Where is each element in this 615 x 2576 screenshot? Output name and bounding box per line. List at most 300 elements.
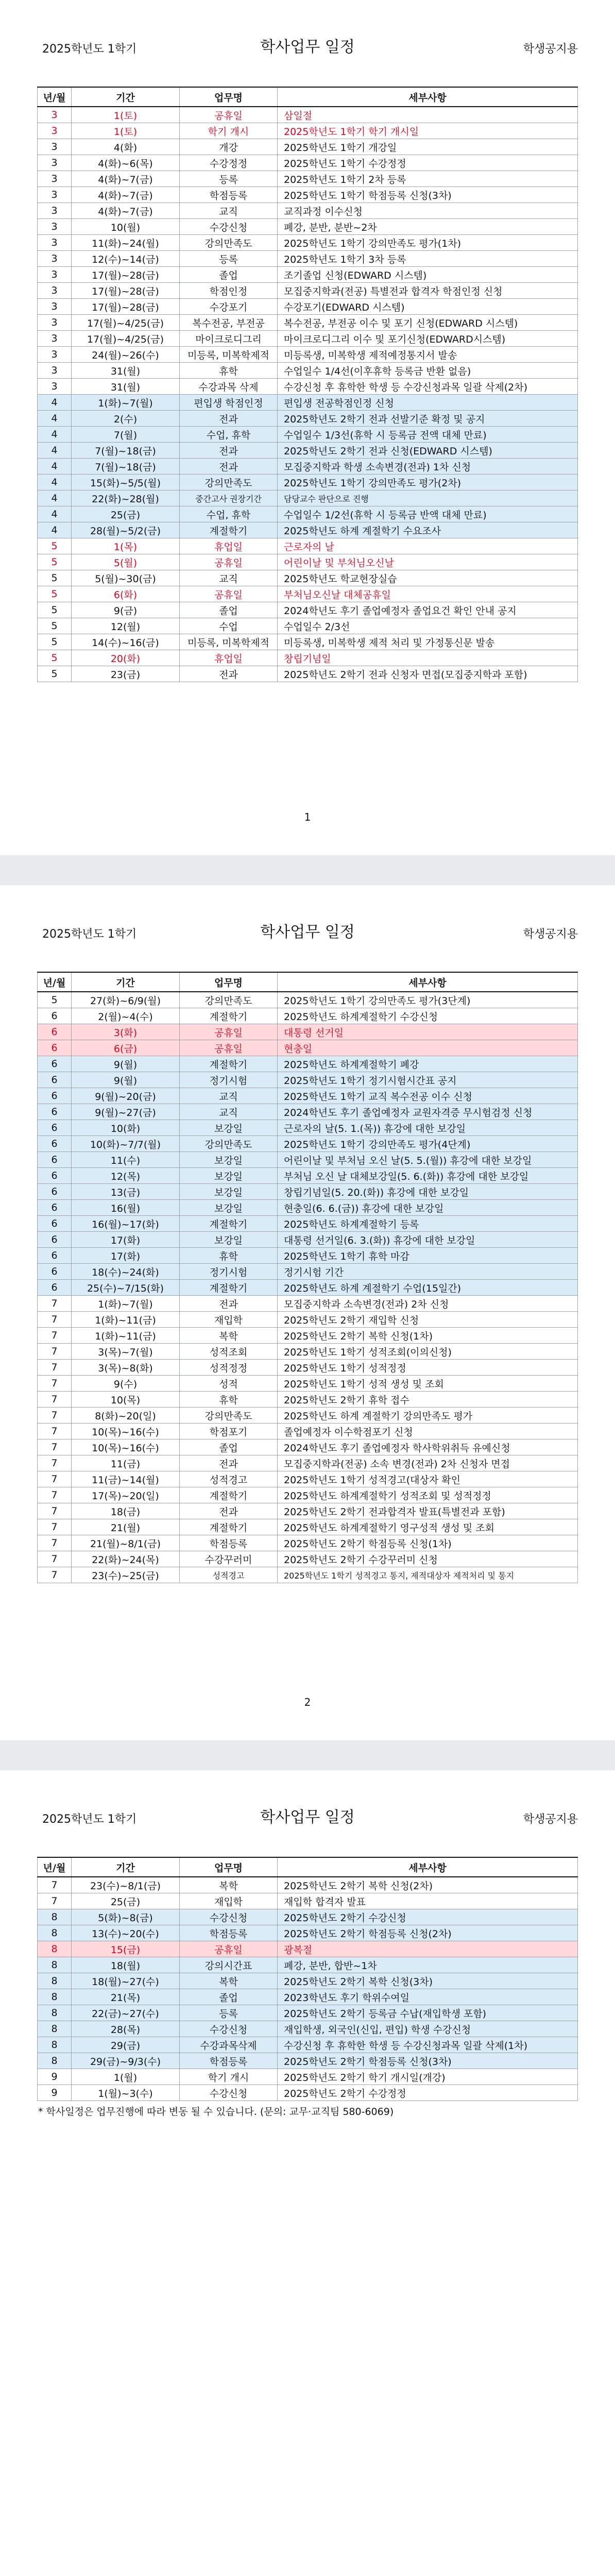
table-row	[38, 299, 578, 315]
table-row	[38, 1264, 578, 1280]
task-cell: 휴학	[180, 363, 278, 379]
detail-cell: 2025학년도 1학기 강의만족도 평가(1차)	[278, 235, 578, 251]
detail-cell: 2025학년도 학교현장실습	[278, 570, 578, 586]
semester-label: 2025학년도 1학기	[42, 43, 137, 56]
period-cell: 10(월)	[72, 219, 180, 235]
task-cell: 공휴일	[180, 1941, 278, 1957]
period-cell: 11(금)	[72, 1455, 180, 1471]
period-cell: 6(화)	[72, 586, 180, 602]
detail-cell: 수업일수 2/3선	[278, 618, 578, 634]
task-cell: 계절학기	[180, 1280, 278, 1296]
task-cell: 미등록, 미복학제적	[180, 347, 278, 363]
table-row	[38, 1184, 578, 1200]
task-cell: 교직	[180, 1088, 278, 1104]
task-cell: 보강일	[180, 1152, 278, 1168]
month-cell: 7	[38, 1312, 72, 1328]
table-row	[38, 1088, 578, 1104]
month-cell: 6	[38, 1248, 72, 1264]
month-cell: 5	[38, 570, 72, 586]
table-row	[38, 1519, 578, 1535]
period-cell: 9(금)	[72, 602, 180, 618]
month-cell: 3	[38, 107, 72, 123]
task-cell: 계절학기	[180, 1487, 278, 1503]
period-cell: 3(목)~8(화)	[72, 1360, 180, 1376]
period-cell: 22(금)~27(수)	[72, 2005, 180, 2021]
detail-cell: 2025학년도 1학기 정기시험시간표 공지	[278, 1072, 578, 1088]
period-cell: 23(수)~25(금)	[72, 1567, 180, 1583]
period-cell: 17(화)	[72, 1232, 180, 1248]
task-cell: 수업, 휴학	[180, 506, 278, 522]
table-row	[38, 650, 578, 666]
detail-cell: 2025학년도 1학기 성적경고(대상자 확인	[278, 1471, 578, 1487]
month-cell: 3	[38, 267, 72, 283]
detail-cell: 2025학년도 2학기 등록금 수납(재입학생 포함)	[278, 2005, 578, 2021]
detail-cell: 2025학년도 1학기 강의만족도 평가(2차)	[278, 474, 578, 490]
detail-cell: 모집중지학과(전공) 소속 변경(전과) 2차 신청자 면접	[278, 1455, 578, 1471]
task-cell: 졸업	[180, 1989, 278, 2005]
month-cell: 3	[38, 283, 72, 299]
detail-cell: 대통령 선거일	[278, 1024, 578, 1040]
detail-cell: 2025학년도 2학기 재입학 신청	[278, 1312, 578, 1328]
detail-cell: 미등록생, 미복학생 제적예정통지서 발송	[278, 347, 578, 363]
month-cell: 7	[38, 1455, 72, 1471]
period-cell: 1(월)~3(수)	[72, 2085, 180, 2101]
detail-cell: 폐강, 분반, 합반~1차	[278, 1957, 578, 1973]
detail-cell: 모집중지학과 소속변경(전과) 2차 신청	[278, 1296, 578, 1312]
period-cell: 1(화)~7(월)	[72, 1296, 180, 1312]
task-cell: 성적정정	[180, 1360, 278, 1376]
task-cell: 전과	[180, 411, 278, 427]
table-row	[38, 2005, 578, 2021]
period-cell: 4(화)~7(금)	[72, 203, 180, 219]
period-cell: 9(월)~20(금)	[72, 1088, 180, 1104]
table-row	[38, 379, 578, 395]
detail-cell: 2025학년도 2학기 전과 신청자 면접(모집중지학과 포함)	[278, 666, 578, 682]
task-cell: 강의만족도	[180, 235, 278, 251]
month-cell: 4	[38, 506, 72, 522]
task-cell: 공휴일	[180, 586, 278, 602]
period-cell: 25(수)~7/15(화)	[72, 1280, 180, 1296]
detail-cell: 2025학년도 1학기 개강일	[278, 139, 578, 155]
department-label: 학생공지용	[523, 1813, 578, 1826]
table-row	[38, 2037, 578, 2053]
period-cell: 14(수)~16(금)	[72, 634, 180, 650]
month-cell: 3	[38, 347, 72, 363]
month-cell: 5	[38, 618, 72, 634]
document-page	[0, 1770, 615, 2576]
page-title: 학사업무 일정	[260, 1808, 355, 1826]
detail-cell: 2025학년도 2학기 전과 선발기준 확정 및 공지	[278, 411, 578, 427]
month-cell: 3	[38, 187, 72, 203]
task-cell: 등록	[180, 251, 278, 267]
task-cell: 공휴일	[180, 1040, 278, 1056]
month-cell: 7	[38, 1471, 72, 1487]
table-row	[38, 251, 578, 267]
detail-cell: 교직과정 이수신청	[278, 203, 578, 219]
period-cell: 1(토)	[72, 123, 180, 139]
period-cell: 7(월)	[72, 427, 180, 443]
page-header	[37, 1797, 578, 1825]
period-cell: 17(화)	[72, 1248, 180, 1264]
month-cell: 9	[38, 2085, 72, 2101]
semester-label: 2025학년도 1학기	[42, 928, 137, 941]
task-cell: 재입학	[180, 1312, 278, 1328]
column-header: 세부사항	[278, 1857, 578, 1877]
task-cell: 교직	[180, 203, 278, 219]
table-row	[38, 522, 578, 538]
column-header: 년/월	[38, 87, 72, 107]
detail-cell: 재입학 합격자 발표	[278, 1893, 578, 1909]
task-cell: 등록	[180, 171, 278, 187]
period-cell: 9(수)	[72, 1376, 180, 1392]
table-row	[38, 219, 578, 235]
period-cell: 27(화)~6/9(월)	[72, 992, 180, 1008]
detail-cell: 2025학년도 2학기 전과 신청(EDWARD 시스템)	[278, 443, 578, 459]
month-cell: 8	[38, 1973, 72, 1989]
detail-cell: 2025학년도 하계계절학기 영구성적 생성 및 조회	[278, 1519, 578, 1535]
month-cell: 7	[38, 1551, 72, 1567]
period-cell: 5(화)~8(금)	[72, 1909, 180, 1925]
task-cell: 학점인정	[180, 283, 278, 299]
period-cell: 21(월)	[72, 1519, 180, 1535]
period-cell: 1(화)~11(금)	[72, 1328, 180, 1344]
period-cell: 2(수)	[72, 411, 180, 427]
task-cell: 보강일	[180, 1168, 278, 1184]
month-cell: 7	[38, 1567, 72, 1583]
period-cell: 7(월)~18(금)	[72, 443, 180, 459]
task-cell: 계절학기	[180, 1216, 278, 1232]
month-cell: 7	[38, 1423, 72, 1439]
period-cell: 21(목)	[72, 1989, 180, 2005]
month-cell: 8	[38, 1989, 72, 2005]
month-cell: 7	[38, 1392, 72, 1408]
month-cell: 3	[38, 315, 72, 331]
detail-cell: 2025학년도 2학기 학점등록 신청(3차)	[278, 2053, 578, 2069]
month-cell: 6	[38, 1056, 72, 1072]
month-cell: 6	[38, 1088, 72, 1104]
detail-cell: 편입생 전공학점인정 신청	[278, 395, 578, 411]
task-cell: 편입생 학점인정	[180, 395, 278, 411]
task-cell: 마이크로디그리	[180, 331, 278, 347]
period-cell: 17(월)~28(금)	[72, 299, 180, 315]
detail-cell: 2025학년도 2학기 수강정정	[278, 2085, 578, 2101]
table-row	[38, 2021, 578, 2037]
period-cell: 8(화)~20(일)	[72, 1408, 180, 1423]
table-row	[38, 411, 578, 427]
month-cell: 3	[38, 171, 72, 187]
period-cell: 4(화)	[72, 139, 180, 155]
detail-cell: 근로자의 날	[278, 538, 578, 554]
task-cell: 학점포기	[180, 1423, 278, 1439]
detail-cell: 현충일(6. 6.(금)) 휴강에 대한 보강일	[278, 1200, 578, 1216]
month-cell: 3	[38, 363, 72, 379]
detail-cell: 현충일	[278, 1040, 578, 1056]
detail-cell: 2025학년도 1학기 수강정정	[278, 155, 578, 171]
task-cell: 보강일	[180, 1184, 278, 1200]
detail-cell: 2025학년도 1학기 2차 등록	[278, 171, 578, 187]
detail-cell: 2025학년도 2학기 복학 신청(2차)	[278, 1877, 578, 1893]
task-cell: 복수전공, 부전공	[180, 315, 278, 331]
table-row	[38, 1439, 578, 1455]
period-cell: 7(월)~18(금)	[72, 459, 180, 474]
period-cell: 11(수)	[72, 1152, 180, 1168]
column-header: 세부사항	[278, 87, 578, 107]
schedule-table	[37, 972, 578, 1583]
table-row	[38, 443, 578, 459]
month-cell: 4	[38, 522, 72, 538]
table-row	[38, 1152, 578, 1168]
detail-cell: 2025학년도 1학기 성적경고 통지, 제적대상자 제적처리 및 통지	[278, 1567, 578, 1583]
detail-cell: 수강신청 후 휴학한 학생 등 수강신청과목 일괄 삭제(1차)	[278, 2037, 578, 2053]
period-cell: 10(목)~16(수)	[72, 1423, 180, 1439]
table-row	[38, 602, 578, 618]
detail-cell: 2025학년도 2학기 학점등록 신청(2차)	[278, 1925, 578, 1941]
task-cell: 공휴일	[180, 1024, 278, 1040]
table-row	[38, 1551, 578, 1567]
task-cell: 공휴일	[180, 554, 278, 570]
period-cell: 24(월)~26(수)	[72, 347, 180, 363]
detail-cell: 어린이날 및 부처님 오신 날(5. 5.(월)) 휴강에 대한 보강일	[278, 1152, 578, 1168]
task-cell: 수강꾸러미	[180, 1551, 278, 1567]
task-cell: 휴학	[180, 1392, 278, 1408]
table-row	[38, 1909, 578, 1925]
period-cell: 1(월)	[72, 2069, 180, 2085]
month-cell: 7	[38, 1877, 72, 1893]
table-header-row	[38, 972, 578, 992]
task-cell: 수업, 휴학	[180, 427, 278, 443]
period-cell: 4(화)~7(금)	[72, 171, 180, 187]
table-row	[38, 538, 578, 554]
footnote: * 학사일정은 업무진행에 따라 변동 될 수 있습니다. (문의: 교무·교직팀 580-6069)	[38, 2106, 394, 2117]
task-cell: 복학	[180, 1877, 278, 1893]
task-cell: 전과	[180, 1503, 278, 1519]
detail-cell: 수업일수 1/4선(이후휴학 등록금 반환 없음)	[278, 363, 578, 379]
period-cell: 11(화)~24(월)	[72, 235, 180, 251]
task-cell: 학점등록	[180, 187, 278, 203]
detail-cell: 창립기념일(5. 20.(화)) 휴강에 대한 보강일	[278, 1184, 578, 1200]
table-row	[38, 1423, 578, 1439]
document-page	[0, 885, 615, 1740]
detail-cell: 수업일수 1/2선(휴학 시 등록금 반액 대체 만료)	[278, 506, 578, 522]
task-cell: 개강	[180, 139, 278, 155]
page-header	[37, 27, 578, 55]
table-row	[38, 1392, 578, 1408]
period-cell: 17(월)~28(금)	[72, 283, 180, 299]
period-cell: 29(금)~9/3(수)	[72, 2053, 180, 2069]
table-row	[38, 1120, 578, 1136]
detail-cell: 2024학년도 후기 졸업예정자 졸업요건 확인 안내 공지	[278, 602, 578, 618]
document-page	[0, 0, 615, 855]
table-row	[38, 459, 578, 474]
table-row	[38, 1168, 578, 1184]
task-cell: 졸업	[180, 1439, 278, 1455]
detail-cell: 2025학년도 하계계절학기 수강신청	[278, 1008, 578, 1024]
period-cell: 17(월)~4/25(금)	[72, 331, 180, 347]
schedule-table	[37, 1857, 578, 2101]
table-row	[38, 1344, 578, 1360]
page-title: 학사업무 일정	[260, 923, 355, 941]
period-cell: 16(월)~17(화)	[72, 1216, 180, 1232]
table-row	[38, 1408, 578, 1423]
task-cell: 성적경고	[180, 1471, 278, 1487]
period-cell: 1(목)	[72, 538, 180, 554]
period-cell: 16(월)	[72, 1200, 180, 1216]
task-cell: 공휴일	[180, 107, 278, 123]
detail-cell: 담당교수 판단으로 진행	[278, 490, 578, 506]
table-header-row	[38, 1857, 578, 1877]
table-row	[38, 283, 578, 299]
detail-cell: 2023학년도 후기 학위수여일	[278, 1989, 578, 2005]
table-row	[38, 1216, 578, 1232]
table-row	[38, 203, 578, 219]
table-row	[38, 1973, 578, 1989]
month-cell: 3	[38, 331, 72, 347]
detail-cell: 폐강, 분반, 분반~2차	[278, 219, 578, 235]
month-cell: 6	[38, 1168, 72, 1184]
detail-cell: 2025학년도 1학기 강의만족도 평가(3단계)	[278, 992, 578, 1008]
table-row	[38, 1104, 578, 1120]
period-cell: 5(월)	[72, 554, 180, 570]
detail-cell: 미등록생, 미복학생 제적 처리 및 가정통신문 발송	[278, 634, 578, 650]
column-header: 업무명	[180, 87, 278, 107]
department-label: 학생공지용	[523, 928, 578, 941]
table-row	[38, 107, 578, 123]
table-row	[38, 1941, 578, 1957]
task-cell: 전과	[180, 1296, 278, 1312]
table-row	[38, 1503, 578, 1519]
detail-cell: 2025학년도 1학기 성적정정	[278, 1360, 578, 1376]
table-row	[38, 1040, 578, 1056]
month-cell: 5	[38, 554, 72, 570]
period-cell: 29(금)	[72, 2037, 180, 2053]
table-row	[38, 1376, 578, 1392]
month-cell: 6	[38, 1104, 72, 1120]
table-row	[38, 1989, 578, 2005]
table-row	[38, 1312, 578, 1328]
month-cell: 8	[38, 2005, 72, 2021]
table-row	[38, 992, 578, 1008]
month-cell: 7	[38, 1503, 72, 1519]
period-cell: 15(화)~5/5(월)	[72, 474, 180, 490]
task-cell: 강의만족도	[180, 992, 278, 1008]
table-row	[38, 666, 578, 682]
month-cell: 6	[38, 1152, 72, 1168]
table-row	[38, 1248, 578, 1264]
period-cell: 1(화)~7(월)	[72, 395, 180, 411]
task-cell: 등록	[180, 2005, 278, 2021]
detail-cell: 조기졸업 신청(EDWARD 시스템)	[278, 267, 578, 283]
task-cell: 전과	[180, 443, 278, 459]
month-cell: 6	[38, 1008, 72, 1024]
month-cell: 5	[38, 586, 72, 602]
month-cell: 6	[38, 1024, 72, 1040]
month-cell: 3	[38, 379, 72, 395]
column-header: 업무명	[180, 972, 278, 992]
month-cell: 6	[38, 1120, 72, 1136]
column-header: 기간	[72, 87, 180, 107]
detail-cell: 2025학년도 1학기 성적 생성 및 조회	[278, 1376, 578, 1392]
detail-cell: 2025학년도 2학기 복학 신청(1차)	[278, 1328, 578, 1344]
month-cell: 3	[38, 155, 72, 171]
detail-cell: 정기시험 기간	[278, 1264, 578, 1280]
month-cell: 3	[38, 123, 72, 139]
table-row	[38, 155, 578, 171]
month-cell: 4	[38, 443, 72, 459]
task-cell: 성적조회	[180, 1344, 278, 1360]
schedule-table	[37, 87, 578, 682]
task-cell: 강의시간표	[180, 1957, 278, 1973]
detail-cell: 2025학년도 하계 계절학기 강의만족도 평가	[278, 1408, 578, 1423]
period-cell: 3(화)	[72, 1024, 180, 1040]
task-cell: 보강일	[180, 1200, 278, 1216]
table-row	[38, 1925, 578, 1941]
month-cell: 7	[38, 1376, 72, 1392]
detail-cell: 2025학년도 2학기 수강신청	[278, 1909, 578, 1925]
period-cell: 10(목)	[72, 1392, 180, 1408]
period-cell: 12(목)	[72, 1168, 180, 1184]
task-cell: 전과	[180, 459, 278, 474]
month-cell: 7	[38, 1487, 72, 1503]
detail-cell: 2025학년도 2학기 학점등록 신청(1차)	[278, 1535, 578, 1551]
task-cell: 휴학	[180, 1248, 278, 1264]
period-cell: 12(수)~14(금)	[72, 251, 180, 267]
column-header: 기간	[72, 972, 180, 992]
period-cell: 25(금)	[72, 1893, 180, 1909]
detail-cell: 2025학년도 1학기 휴학 마감	[278, 1248, 578, 1264]
month-cell: 7	[38, 1344, 72, 1360]
task-cell: 성적	[180, 1376, 278, 1392]
column-header: 기간	[72, 1857, 180, 1877]
detail-cell: 2025학년도 하계계절학기 등록	[278, 1216, 578, 1232]
detail-cell: 근로자의 날(5. 1.(목)) 휴강에 대한 보강일	[278, 1120, 578, 1136]
period-cell: 10(화)	[72, 1120, 180, 1136]
task-cell: 졸업	[180, 602, 278, 618]
table-row	[38, 347, 578, 363]
table-row	[38, 2085, 578, 2101]
task-cell: 학기 개시	[180, 123, 278, 139]
month-cell: 4	[38, 411, 72, 427]
month-cell: 6	[38, 1264, 72, 1280]
table-row	[38, 1957, 578, 1973]
detail-cell: 2025학년도 하계 계절학기 수요조사	[278, 522, 578, 538]
period-cell: 31(월)	[72, 363, 180, 379]
month-cell: 8	[38, 2053, 72, 2069]
detail-cell: 모집중지학과 학생 소속변경(전과) 1차 신청	[278, 459, 578, 474]
month-cell: 8	[38, 2021, 72, 2037]
detail-cell: 복수전공, 부전공 이수 및 포기 신청(EDWARD 시스템)	[278, 315, 578, 331]
month-cell: 3	[38, 139, 72, 155]
period-cell: 5(월)~30(금)	[72, 570, 180, 586]
month-cell: 7	[38, 1519, 72, 1535]
detail-cell: 2025학년도 하계계절학기 성적조회 및 성적정정	[278, 1487, 578, 1503]
department-label: 학생공지용	[523, 43, 578, 56]
month-cell: 6	[38, 1200, 72, 1216]
table-row	[38, 1535, 578, 1551]
column-header: 년/월	[38, 972, 72, 992]
period-cell: 9(월)	[72, 1072, 180, 1088]
column-header: 년/월	[38, 1857, 72, 1877]
task-cell: 정기시험	[180, 1264, 278, 1280]
month-cell: 3	[38, 251, 72, 267]
detail-cell: 대통령 선거일(6. 3.(화)) 휴강에 대한 보강일	[278, 1232, 578, 1248]
period-cell: 18(수)~24(화)	[72, 1264, 180, 1280]
task-cell: 계절학기	[180, 1008, 278, 1024]
month-cell: 7	[38, 1408, 72, 1423]
table-row	[38, 1072, 578, 1088]
month-cell: 8	[38, 1941, 72, 1957]
table-row	[38, 490, 578, 506]
detail-cell: 2024학년도 후기 졸업예정자 교원자격증 무시험검정 신청	[278, 1104, 578, 1120]
